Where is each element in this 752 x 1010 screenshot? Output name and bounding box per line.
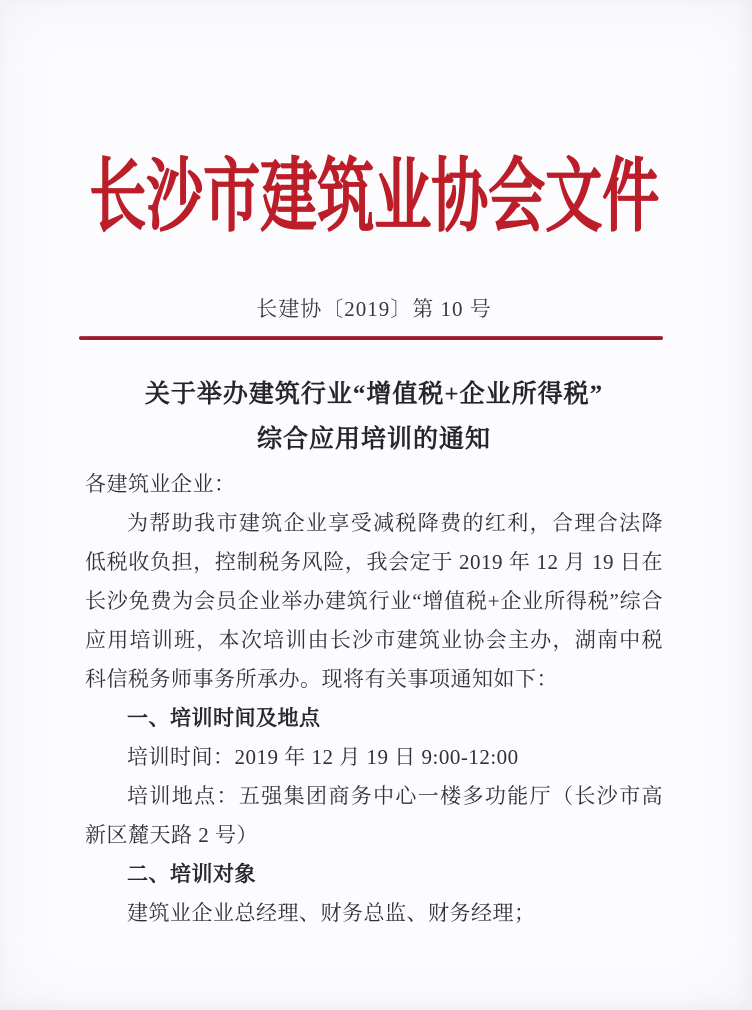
red-divider-rule: [79, 336, 663, 340]
training-location-line: 培训地点：五强集团商务中心一楼多功能厅（长沙市高新区麓天路 2 号）: [85, 784, 663, 847]
audience-line: 建筑业企业总经理、财务总监、财务经理；: [127, 901, 536, 925]
masthead-title: 长沙市建筑业协会文件: [89, 153, 659, 243]
salutation: 各建筑业企业：: [85, 472, 236, 496]
section-2-heading: 二、培训对象: [127, 862, 256, 886]
notice-title-line1: 关于举办建筑行业“增值税+企业所得税”: [144, 381, 604, 408]
notice-title: [85, 372, 663, 462]
section-1-heading: 一、培训时间及地点: [127, 706, 321, 730]
masthead: [85, 148, 663, 243]
training-time-line: 培训时间：2019 年 12 月 19 日 9:00-12:00: [127, 745, 519, 769]
document-number: 长建协〔2019〕第 10 号: [256, 297, 492, 321]
notice-title-line2: 综合应用培训的通知: [256, 426, 491, 453]
intro-paragraph: 为帮助我市建筑企业享受减税降费的红利，合理合法降低税收负担，控制税务风险，我会定于 2019 年 12 月 19 日在长沙免费为会员企业举办建筑行业“增值税+企业所得税”综合应用培训班，本次培训由长沙市建筑业协会主办，湖南中税科信税务师事务所承办。现将有关事项通知如下：: [85, 511, 663, 691]
document-body: [85, 465, 663, 933]
